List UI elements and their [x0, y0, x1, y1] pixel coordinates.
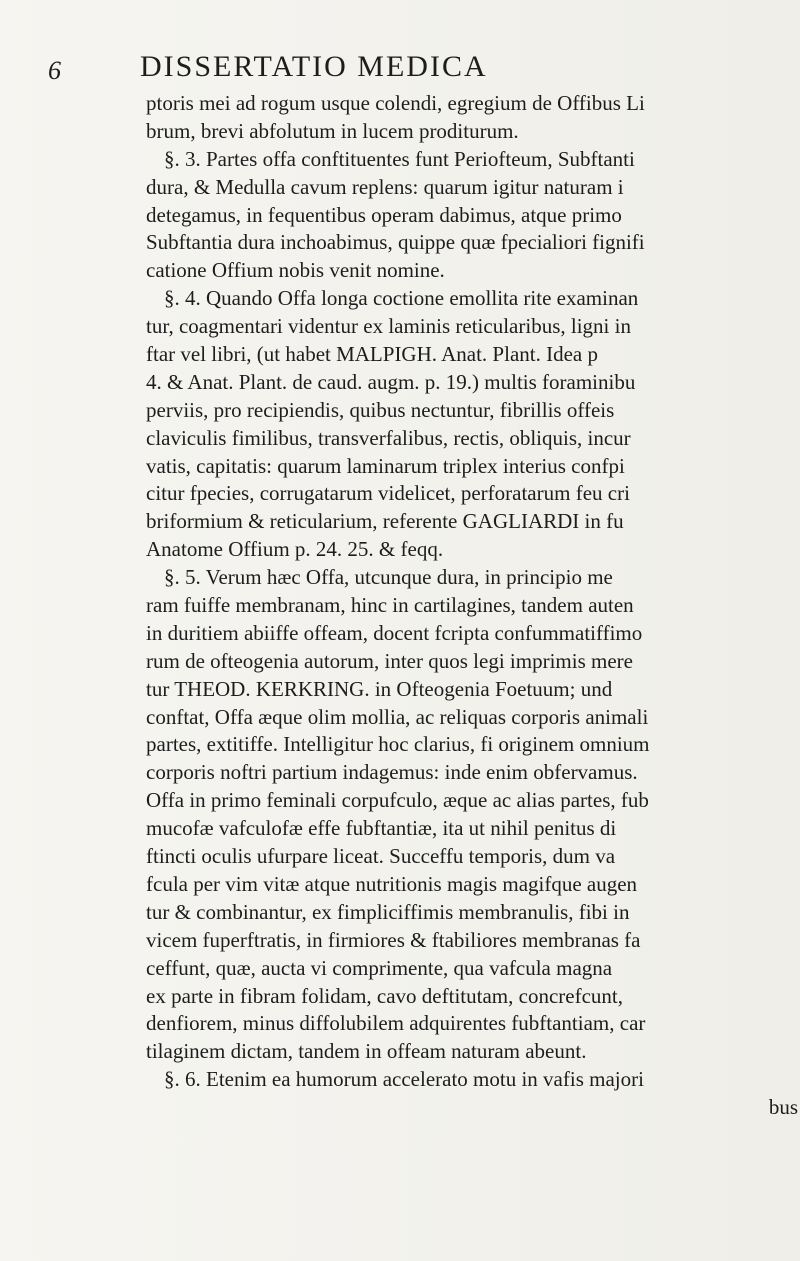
- text-line: in duritiem abiiffe offeam, docent fcripta confummatiffimo: [146, 620, 643, 645]
- text-line: fcula per vim vitæ atque nutritionis magis magifque augen: [146, 871, 638, 896]
- text-line: §. 3. Partes offa conftituentes funt Periofteum, Subftanti: [164, 146, 635, 171]
- text-line: catione Offium nobis venit nomine.: [146, 258, 445, 283]
- text-line: brum, brevi abfolutum in lucem proditurum.: [146, 118, 519, 143]
- text-line: partes, extitiffe. Intelligitur hoc clarius, fi originem omnium: [146, 732, 650, 757]
- text-line: vicem fuperftratis, in firmiores & ftabiliores membranas fa: [146, 927, 641, 952]
- text-line: conftat, Offa æque olim mollia, ac reliquas corporis animali: [146, 704, 649, 729]
- catchword: bus: [768, 1095, 798, 1120]
- text-line: ex parte in fibram folidam, cavo deftitutam, concrefcunt,: [146, 983, 623, 1008]
- text-line: claviculis fimilibus, transverfalibus, rectis, obliquis, incur: [146, 425, 631, 450]
- text-line: ftar vel libri, (ut habet MALPIGH. Anat. Plant. Idea p: [146, 342, 598, 367]
- text-line: denfiorem, minus diffolubilem adquirentes fubftantiam, car: [146, 1011, 646, 1036]
- text-line: §. 5. Verum hæc Offa, utcunque dura, in principio me: [164, 565, 613, 590]
- text-line: Anatome Offium p. 24. 25. & feqq.: [146, 537, 444, 562]
- text-line: vatis, capitatis: quarum laminarum triplex interius confpi: [146, 453, 625, 478]
- text-line: rum de ofteogenia autorum, inter quos legi imprimis mere: [146, 648, 633, 673]
- text-line: ptoris mei ad rogum usque colendi, egregium de Offibus Li: [146, 91, 645, 115]
- text-line: tur & combinantur, ex fimpliciffimis membranulis, fibi in: [146, 899, 630, 924]
- text-line: §. 6. Etenim ea humorum accelerato motu in vafis majori: [164, 1067, 644, 1092]
- text-line: ram fuiffe membranam, hinc in cartilagines, tandem auten: [146, 593, 634, 618]
- text-line: corporis noftri partium indagemus: inde enim obfervamus.: [146, 760, 638, 785]
- text-line: tur THEOD. KERKRING. in Ofteogenia Foetuum; und: [146, 676, 613, 701]
- body-text: [146, 90, 800, 1122]
- text-line: perviis, pro recipiendis, quibus nectuntur, fibrillis offeis: [146, 397, 615, 422]
- text-line: briformium & reticularium, referente GAGLIARDI in fu: [146, 509, 624, 534]
- page-header: [40, 48, 800, 88]
- text-line: dura, & Medulla cavum replens: quarum igitur naturam i: [146, 174, 624, 199]
- text-line: citur fpecies, corrugatarum videlicet, perforatarum feu cri: [146, 481, 630, 506]
- text-line: Offa in primo feminali corpufculo, æque ac alias partes, fub: [146, 788, 649, 813]
- text-line: tur, coagmentari videntur ex laminis reticularibus, ligni in: [146, 314, 631, 339]
- text-line: mucofæ vafculofæ effe fubftantiæ, ita ut nihil penitus di: [146, 816, 617, 841]
- text-line: Subftantia dura inchoabimus, quippe quæ fpecialiori fignifi: [146, 230, 645, 255]
- page-number: 6: [48, 56, 61, 85]
- text-line: ceffunt, quæ, aucta vi comprimente, qua vafcula magna: [146, 955, 613, 980]
- text-line: detegamus, in fequentibus operam dabimus, atque primo: [146, 202, 622, 227]
- text-line: §. 4. Quando Offa longa coctione emollita rite examinan: [164, 286, 639, 311]
- running-head: DISSERTATIO MEDICA: [140, 50, 488, 83]
- text-line: 4. & Anat. Plant. de caud. augm. p. 19.) multis foraminibu: [146, 369, 636, 394]
- text-line: tilaginem dictam, tandem in offeam naturam abeunt.: [146, 1039, 587, 1064]
- text-line: ftincti oculis ufurpare liceat. Succeffu temporis, dum va: [146, 844, 616, 869]
